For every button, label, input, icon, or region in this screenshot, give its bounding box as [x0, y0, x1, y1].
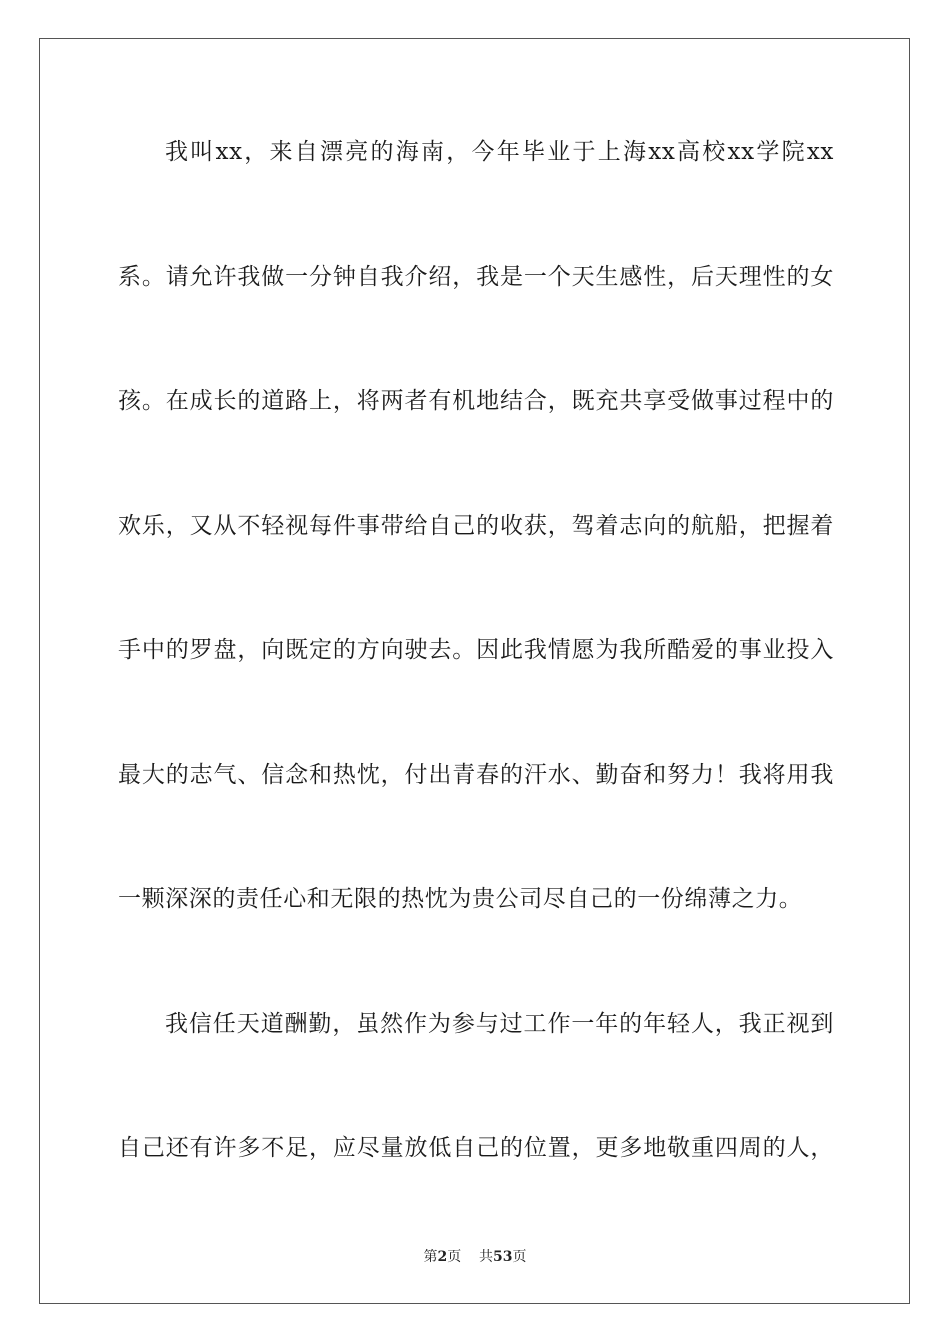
total-suffix: 页 [512, 1249, 527, 1265]
paragraph-2-line-1: 我信任天道酬勤，虽然作为参与过工作一年的年轻人，我正视到 [165, 1011, 834, 1037]
page-footer [0, 1248, 950, 1266]
page-suffix: 页 [447, 1249, 462, 1265]
paragraph-1-line-5: 手中的罗盘，向既定的方向驶去。因此我情愿为我所酷爱的事业投入 [118, 637, 834, 663]
page-prefix: 第 [423, 1249, 438, 1265]
paragraph-1-line-4: 欢乐，又从不轻视每件事带给自己的收获，驾着志向的航船，把握着 [118, 513, 834, 539]
paragraph-1-line-6: 最大的志气、信念和热忱，付出青春的汗水、勤奋和努力！我将用我 [118, 762, 834, 788]
paragraph-1-line-3: 孩。在成长的道路上，将两者有机地结合，既充共享受做事过程中的 [118, 388, 834, 414]
total-prefix: 共 [479, 1249, 494, 1265]
page-border [39, 38, 910, 1304]
paragraph-1-line-1: 我叫xx，来自漂亮的海南，今年毕业于上海xx高校xx学院xx [165, 139, 834, 165]
page-number: 2 [437, 1249, 448, 1265]
paragraph-1-line-2: 系。请允许我做一分钟自我介绍，我是一个天生感性，后天理性的女 [118, 264, 834, 290]
paragraph-2-line-2: 自己还有许多不足，应尽量放低自己的位置，更多地敬重四周的人， [118, 1135, 834, 1161]
total-pages: 53 [493, 1249, 513, 1265]
paragraph-1-line-7: 一颗深深的责任心和无限的热忱为贵公司尽自己的一份绵薄之力。 [118, 886, 803, 912]
